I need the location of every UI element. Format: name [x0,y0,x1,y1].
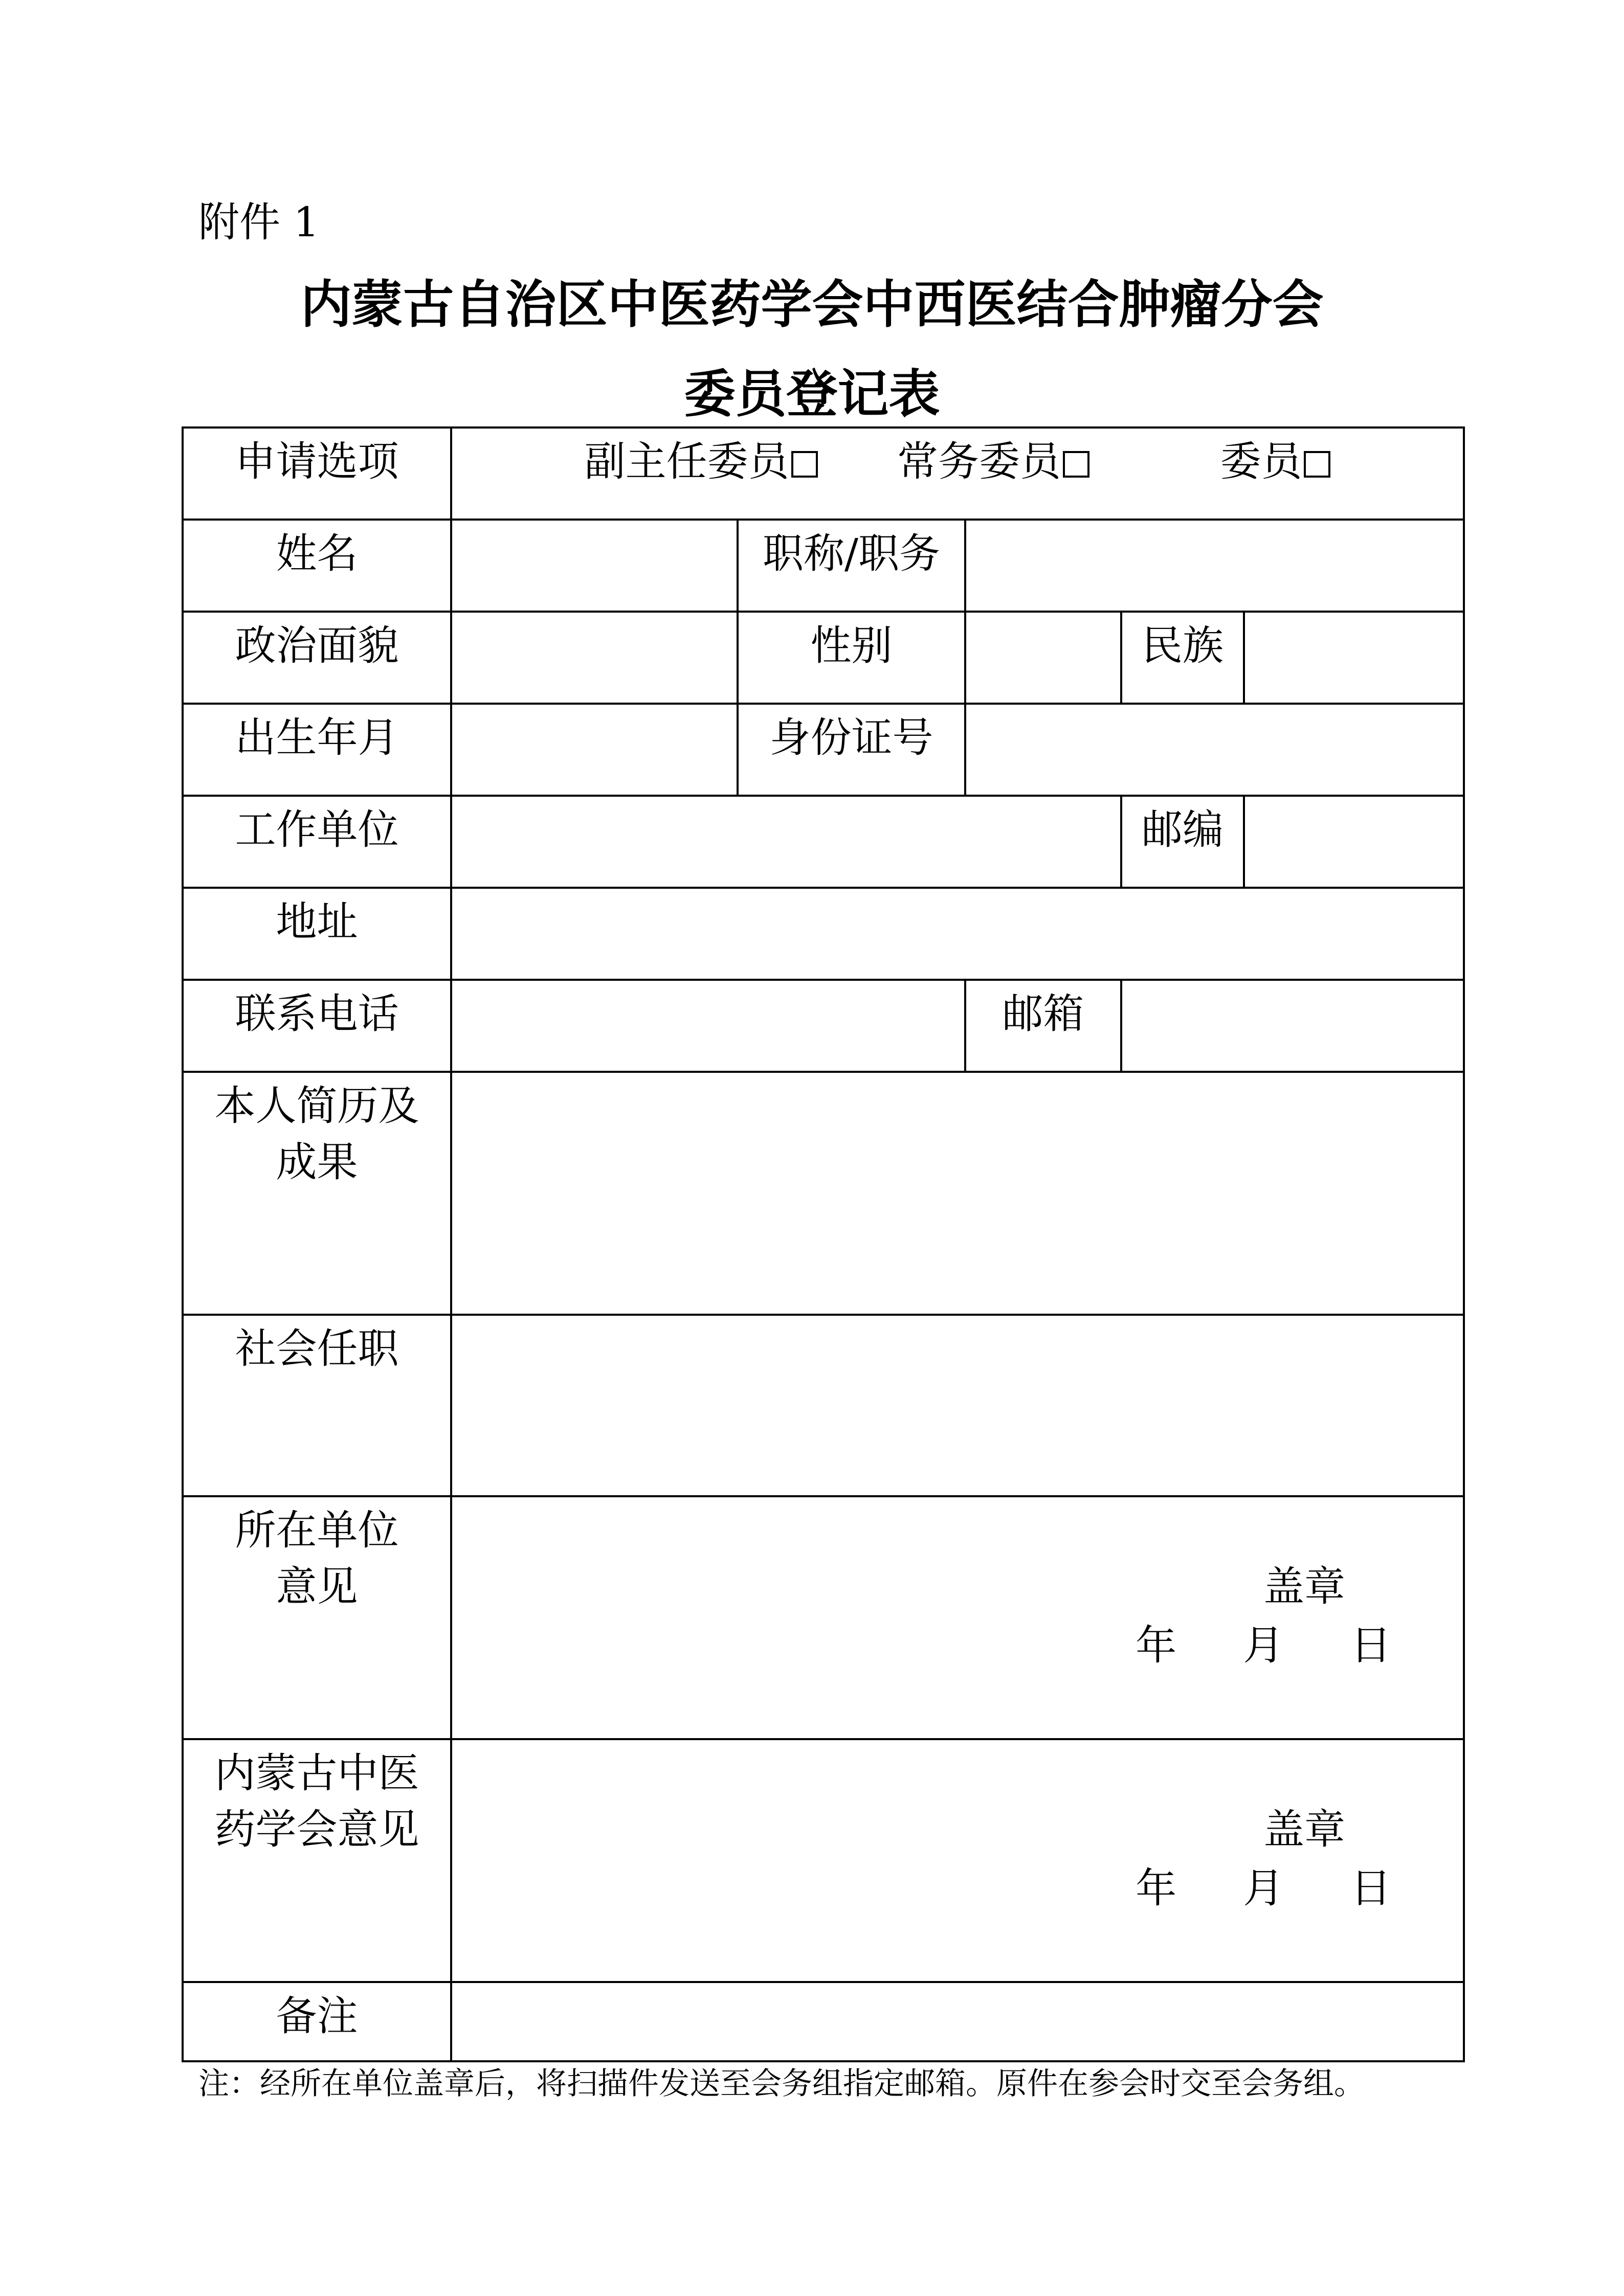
row-work-unit [183,796,1464,888]
work-unit-label: 工作单位 [183,796,451,888]
association-opinion-label: 内蒙古中医 药学会意见 [183,1739,451,1982]
form-title: 内蒙古自治区中医药学会中西医结合肿瘤分会 [300,274,1324,334]
remark-field[interactable] [451,1982,1464,2061]
association-stamp-label: 盖章 [1263,1806,1346,1853]
political-status-label: 政治面貌 [183,612,451,704]
association-opinion-field[interactable] [451,1739,1464,1982]
unit-opinion-field[interactable] [451,1496,1464,1739]
address-field[interactable] [451,888,1464,980]
phone-field[interactable] [451,980,965,1072]
apply-option-choices [451,427,1464,520]
option-vice-director[interactable]: 副主任委员 [585,434,818,490]
phone-label: 联系电话 [183,980,451,1072]
email-label: 邮箱 [965,980,1121,1072]
registration-form-table [182,426,1465,2062]
checkbox-member[interactable] [1304,451,1330,478]
row-resume [183,1072,1464,1315]
address-label: 地址 [183,888,451,980]
id-number-label: 身份证号 [738,704,965,796]
unit-stamp-label: 盖章 [1263,1563,1346,1610]
association-date-line: 年 月 日 [1136,1864,1392,1912]
row-apply-option [183,427,1464,520]
row-association-opinion [183,1739,1464,1982]
row-address [183,888,1464,980]
name-label: 姓名 [183,520,451,612]
checkbox-standing-member[interactable] [1063,451,1089,478]
resume-field[interactable] [451,1072,1464,1315]
postcode-label: 邮编 [1121,796,1244,888]
row-unit-opinion [183,1496,1464,1739]
row-name [183,520,1464,612]
ethnicity-field[interactable] [1244,612,1464,704]
email-field[interactable] [1121,980,1464,1072]
social-position-field[interactable] [451,1315,1464,1496]
checkbox-vice-director[interactable] [791,451,818,478]
row-social-position [183,1315,1464,1496]
form-subtitle: 委员登记表 [684,364,940,424]
option-standing-member[interactable]: 常务委员 [897,434,1089,490]
gender-field[interactable] [965,612,1121,704]
political-status-field[interactable] [451,612,738,704]
footnote: 注：经所在单位盖章后，将扫描件发送至会务组指定邮箱。原件在参会时交至会务组。 [198,2066,1365,2102]
row-remark [183,1982,1464,2061]
birth-label: 出生年月 [183,704,451,796]
ethnicity-label: 民族 [1121,612,1244,704]
row-phone [183,980,1464,1072]
apply-option-label: 申请选项 [183,427,451,520]
gender-label: 性别 [738,612,965,704]
attachment-label: 附件 1 [198,198,320,246]
title-position-field[interactable] [965,520,1464,612]
birth-field[interactable] [451,704,738,796]
row-political [183,612,1464,704]
postcode-field[interactable] [1244,796,1464,888]
option-member[interactable]: 委员 [1220,434,1330,490]
remark-label: 备注 [183,1982,451,2061]
social-position-label: 社会任职 [183,1315,451,1496]
work-unit-field[interactable] [451,796,1121,888]
unit-date-line: 年 月 日 [1136,1622,1392,1669]
unit-opinion-label: 所在单位 意见 [183,1496,451,1739]
title-position-label: 职称/职务 [738,520,965,612]
resume-label: 本人简历及 成果 [183,1072,451,1315]
id-number-field[interactable] [965,704,1464,796]
row-birth [183,704,1464,796]
name-field[interactable] [451,520,738,612]
